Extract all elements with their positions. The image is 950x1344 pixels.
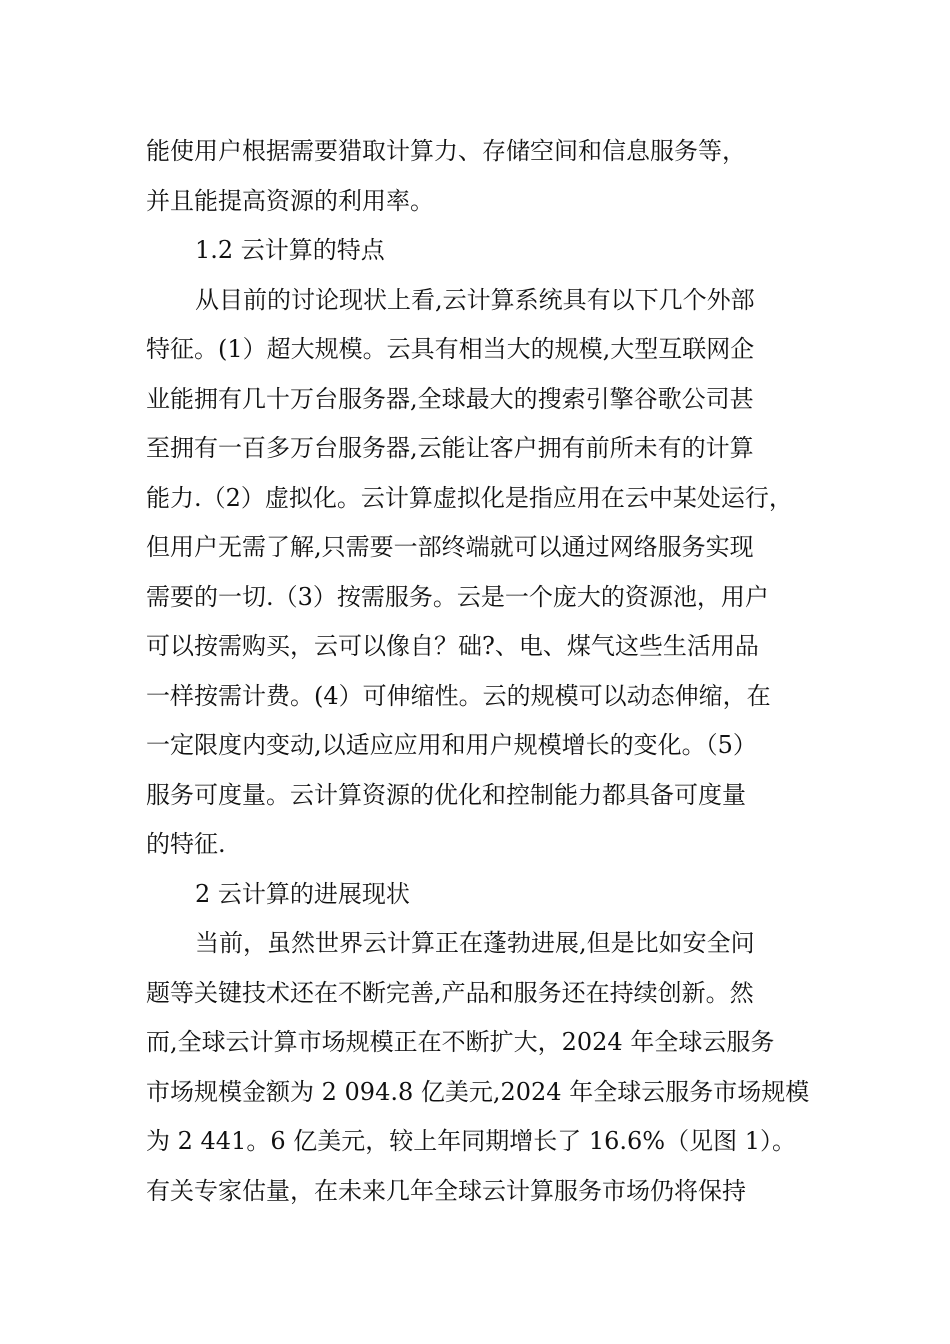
text-line: 能力.（2）虚拟化。云计算虚拟化是指应用在云中某处运行， bbox=[146, 483, 793, 512]
body-text bbox=[146, 127, 826, 1216]
paragraph-start-line: 2 云计算的进展现状 bbox=[195, 879, 410, 908]
text-line: 市场规模金额为 2 094.8 亿美元,2024 年全球云服务市场规模 bbox=[146, 1077, 810, 1106]
text-line: 服务可度量。云计算资源的优化和控制能力都具备可度量 bbox=[146, 780, 746, 809]
text-line: 但用户无需了解,只需要一部终端就可以通过网络服务实现 bbox=[146, 533, 754, 561]
text-line: 可以按需购买，云可以像自？础?、电、煤气这些生活用品 bbox=[146, 632, 759, 660]
text-line: 业能拥有几十万台服务器,全球最大的搜索引擎谷歌公司甚 bbox=[146, 384, 754, 413]
paragraph-start-line: 1.2 云计算的特点 bbox=[195, 236, 385, 264]
text-line: 而,全球云计算市场规模正在不断扩大，2024 年全球云服务 bbox=[146, 1028, 775, 1056]
text-line: 有关专家估量，在未来几年全球云计算服务市场仍将保持 bbox=[146, 1176, 746, 1205]
text-line: 一定限度内变动,以适应应用和用户规模增长的变化。（5） bbox=[146, 731, 757, 759]
text-line: 能使用户根据需要猎取计算力、存储空间和信息服务等， bbox=[146, 137, 746, 165]
paragraph-start-line: 从目前的讨论现状上看,云计算系统具有以下几个外部 bbox=[195, 285, 755, 314]
text-line: 需要的一切.（3）按需服务。云是一个庞大的资源池，用户 bbox=[146, 582, 769, 611]
text-line: 一样按需计费。(4）可伸缩性。云的规模可以动态伸缩，在 bbox=[146, 681, 771, 710]
paragraph-start-line: 当前，虽然世界云计算正在蓬勃进展,但是比如安全问 bbox=[195, 929, 755, 957]
text-line: 为 2 441。6 亿美元，较上年同期增长了 16.6%（见图 1）。 bbox=[146, 1127, 797, 1155]
text-line: 特征。(1）超大规模。云具有相当大的规模,大型互联网企 bbox=[146, 335, 755, 363]
text-line: 并且能提高资源的利用率。 bbox=[146, 186, 434, 215]
text-line: 题等关键技术还在不断完善,产品和服务还在持续创新。然 bbox=[146, 978, 754, 1007]
text-line: 的特征. bbox=[146, 830, 226, 858]
text-line: 至拥有一百多万台服务器,云能让客户拥有前所未有的计算 bbox=[146, 434, 754, 462]
